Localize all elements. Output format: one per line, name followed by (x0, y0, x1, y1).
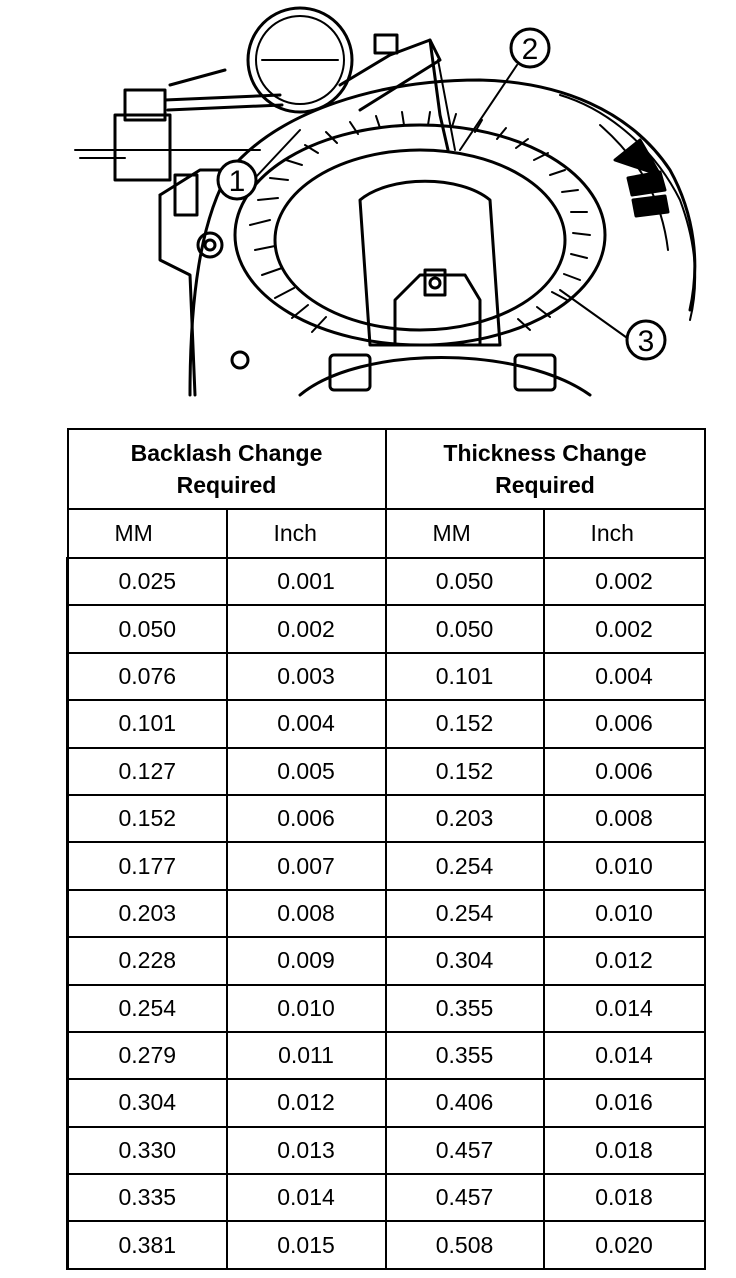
group-header-row (68, 429, 705, 509)
backlash-mm-cell: 0.076 (68, 653, 227, 700)
thickness-inch-cell: 0.010 (544, 842, 705, 889)
thickness-inch-cell: 0.016 (544, 1079, 705, 1126)
table-row (68, 1032, 705, 1079)
thickness-inch-cell: 0.006 (544, 700, 705, 747)
table-row (68, 890, 705, 937)
thickness-inch-cell: 0.010 (544, 890, 705, 937)
backlash-inch-cell: 0.014 (227, 1174, 386, 1221)
table-row (68, 937, 705, 984)
thickness-mm-cell: 0.254 (386, 890, 544, 937)
table-row (68, 985, 705, 1032)
thickness-inch-cell: 0.020 (544, 1221, 705, 1268)
table-row (68, 1221, 705, 1268)
backlash-thickness-table (66, 428, 706, 1270)
backlash-mm-cell: 0.330 (68, 1127, 227, 1174)
thickness-mm-cell: 0.457 (386, 1174, 544, 1221)
backlash-mm-cell: 0.203 (68, 890, 227, 937)
table-row (68, 795, 705, 842)
svg-text:1: 1 (228, 165, 246, 198)
backlash-mm-cell: 0.177 (68, 842, 227, 889)
svg-text:2: 2 (521, 33, 539, 66)
table-row (68, 748, 705, 795)
thickness-mm-cell: 0.457 (386, 1127, 544, 1174)
table-row (68, 653, 705, 700)
backlash-mm-cell: 0.254 (68, 985, 227, 1032)
backlash-measurement-illustration (0, 0, 736, 410)
table-row (68, 700, 705, 747)
backlash-inch-cell: 0.009 (227, 937, 386, 984)
callout-2 (511, 29, 549, 67)
backlash-mm-cell: 0.335 (68, 1174, 227, 1221)
thickness-mm-cell: 0.152 (386, 748, 544, 795)
thickness-mm-cell: 0.355 (386, 1032, 544, 1079)
backlash-change-header: Backlash Change Required (68, 429, 386, 509)
backlash-inch-cell: 0.008 (227, 890, 386, 937)
backlash-inch-cell: 0.004 (227, 700, 386, 747)
backlash-mm-cell: 0.025 (68, 558, 227, 605)
unit-header-row (68, 509, 705, 558)
table-row (68, 605, 705, 652)
thickness-inch-cell: 0.008 (544, 795, 705, 842)
backlash-mm-cell: 0.127 (68, 748, 227, 795)
thickness-inch-cell: 0.012 (544, 937, 705, 984)
thickness-mm-cell: 0.355 (386, 985, 544, 1032)
backlash-mm-cell: 0.279 (68, 1032, 227, 1079)
thickness-inch-cell: 0.004 (544, 653, 705, 700)
backlash-inch-header: Inch (227, 509, 386, 558)
thickness-mm-cell: 0.203 (386, 795, 544, 842)
backlash-inch-cell: 0.003 (227, 653, 386, 700)
backlash-mm-cell: 0.228 (68, 937, 227, 984)
backlash-inch-cell: 0.011 (227, 1032, 386, 1079)
backlash-mm-cell: 0.101 (68, 700, 227, 747)
table-row (68, 842, 705, 889)
thickness-mm-cell: 0.304 (386, 937, 544, 984)
backlash-inch-cell: 0.010 (227, 985, 386, 1032)
callout-3 (627, 321, 665, 359)
thickness-inch-cell: 0.006 (544, 748, 705, 795)
backlash-mm-cell: 0.381 (68, 1221, 227, 1268)
thickness-inch-cell: 0.002 (544, 558, 705, 605)
backlash-mm-header: MM (68, 509, 227, 558)
table-row (68, 1127, 705, 1174)
backlash-inch-cell: 0.006 (227, 795, 386, 842)
thickness-inch-cell: 0.002 (544, 605, 705, 652)
table-row (68, 1174, 705, 1221)
table-row (68, 1079, 705, 1126)
thickness-mm-cell: 0.508 (386, 1221, 544, 1268)
thickness-mm-cell: 0.101 (386, 653, 544, 700)
thickness-mm-cell: 0.050 (386, 605, 544, 652)
backlash-inch-cell: 0.001 (227, 558, 386, 605)
backlash-mm-cell: 0.152 (68, 795, 227, 842)
backlash-inch-cell: 0.012 (227, 1079, 386, 1126)
callout-1 (218, 161, 256, 199)
thickness-inch-cell: 0.018 (544, 1174, 705, 1221)
backlash-inch-cell: 0.005 (227, 748, 386, 795)
backlash-inch-cell: 0.002 (227, 605, 386, 652)
svg-text:3: 3 (637, 325, 655, 358)
thickness-change-header: Thickness Change Required (386, 429, 705, 509)
thickness-inch-cell: 0.018 (544, 1127, 705, 1174)
thickness-mm-header: MM (386, 509, 544, 558)
thickness-mm-cell: 0.152 (386, 700, 544, 747)
backlash-inch-cell: 0.015 (227, 1221, 386, 1268)
backlash-mm-cell: 0.304 (68, 1079, 227, 1126)
table-row (68, 558, 705, 605)
thickness-mm-cell: 0.050 (386, 558, 544, 605)
thickness-mm-cell: 0.406 (386, 1079, 544, 1126)
thickness-inch-cell: 0.014 (544, 1032, 705, 1079)
thickness-inch-header: Inch (544, 509, 705, 558)
table-body (68, 558, 705, 1269)
backlash-mm-cell: 0.050 (68, 605, 227, 652)
thickness-mm-cell: 0.254 (386, 842, 544, 889)
thickness-inch-cell: 0.014 (544, 985, 705, 1032)
backlash-inch-cell: 0.013 (227, 1127, 386, 1174)
backlash-inch-cell: 0.007 (227, 842, 386, 889)
